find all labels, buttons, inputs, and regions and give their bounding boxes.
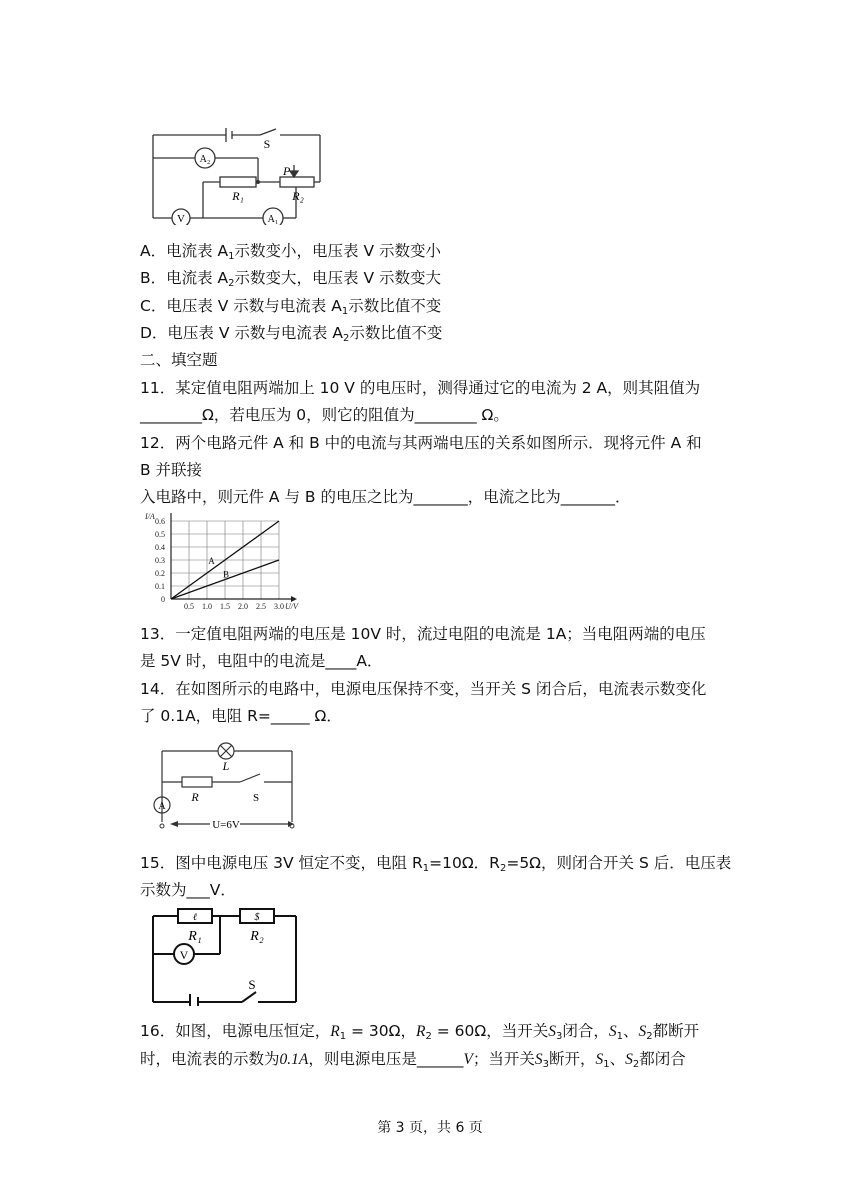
y-tick-label: 0.6 bbox=[155, 517, 165, 526]
q13-line2: 是 5V 时，电阻中的电流是____A． bbox=[140, 652, 383, 670]
resistor-label: R bbox=[191, 790, 199, 804]
q14-line1: 14．在如图所示的电路中，电源电压保持不变，当开关 S 闭合后，电流表示数变化 bbox=[140, 680, 707, 698]
y-tick-label: 0.4 bbox=[155, 543, 165, 552]
q12-line1: 12．两个电路元件 A 和 B 中的电流与其两端电压的关系如图所示．现将元件 A 和 bbox=[140, 434, 702, 452]
x-tick-label: 3.0 bbox=[274, 602, 284, 611]
y-tick-label: 0 bbox=[161, 595, 165, 604]
ammeter-label: A bbox=[158, 801, 166, 812]
q12-line3: 入电路中，则元件 A 与 B 的电压之比为_______，电流之比为_______． bbox=[140, 488, 631, 506]
voltmeter-label: V bbox=[177, 213, 185, 225]
switch-label: S bbox=[248, 977, 256, 992]
ammeter-a1-label: A₁ bbox=[267, 214, 279, 225]
r2-label: R₂ bbox=[250, 929, 264, 944]
slider-p-label: P bbox=[283, 164, 291, 178]
q14-circuit-diagram bbox=[148, 738, 298, 834]
q10-circuit-diagram bbox=[148, 125, 328, 225]
series-label-B: B bbox=[223, 569, 230, 580]
q15-line2: 示数为___V． bbox=[140, 881, 236, 899]
switch-label: S bbox=[263, 137, 271, 151]
x-tick-label: 0.5 bbox=[184, 602, 194, 611]
iu-chart bbox=[143, 513, 308, 613]
r1-label: R₁ bbox=[232, 189, 244, 203]
series-label-A: A bbox=[208, 555, 215, 566]
x-axis-label: U/V bbox=[285, 602, 298, 611]
q16-line2: 时，电流表的示数为0.1A，则电源电压是______V；当开关$S_3$断开，$S_1$、$S_2$都闭合 bbox=[140, 1050, 686, 1070]
section-title: 二、填空题 bbox=[140, 351, 218, 369]
q14-line2: 了 0.1A，电阻 R=_____ Ω． bbox=[140, 707, 342, 725]
svg-text:$: $ bbox=[254, 912, 260, 923]
svg-text:ℓ: ℓ bbox=[192, 912, 198, 923]
y-tick-label: 0.5 bbox=[155, 530, 165, 539]
q13-line1: 13．一定值电阻两端的电压是 10V 时，流过电阻的电流是 1A；当电阻两端的电压 bbox=[140, 625, 706, 643]
ammeter-a2-label: A₂ bbox=[199, 154, 211, 165]
r1-label: R₁ bbox=[188, 929, 202, 944]
r2-label: R₂ bbox=[292, 189, 304, 203]
lamp-label: L bbox=[222, 759, 230, 773]
x-tick-label: 1.0 bbox=[202, 602, 212, 611]
x-tick-label: 2.5 bbox=[256, 602, 266, 611]
q11-line2: ________Ω，若电压为 0，则它的阻值为________ Ω。 bbox=[140, 406, 509, 424]
q15-line1: 15．图中电源电压 3V 恒定不变，电阻 $R_1=10\Omega$．$R_2=5\Omega$，则闭合开关 S 后．电压表 bbox=[140, 854, 732, 874]
voltmeter-label: V bbox=[179, 948, 189, 962]
switch-label: S bbox=[252, 792, 260, 804]
q10-option-b: B．电流表 $A_2$示数变大，电压表 V 示数变大 bbox=[140, 269, 442, 289]
x-tick-label: 1.5 bbox=[220, 602, 230, 611]
q10-option-a: A．电流表 $A_1$示数变小，电压表 V 示数变小 bbox=[140, 242, 441, 262]
q16-line1: 16．如图，电源电压恒定，$R_1 = 30\Omega$，$R_2 = 60\Omega$，当开关$S_3$闭合，$S_1$、$S_2$都断开 bbox=[140, 1022, 700, 1042]
voltage-label: U=6V bbox=[212, 819, 240, 831]
y-tick-label: 0.2 bbox=[155, 569, 165, 578]
y-tick-label: 0.1 bbox=[155, 582, 165, 591]
q10-option-d: D．电压表 V 示数与电流表 $A_2$示数比值不变 bbox=[140, 324, 443, 344]
y-tick-label: 0.3 bbox=[155, 556, 165, 565]
q12-line2: B 并联接 bbox=[140, 461, 203, 479]
x-tick-label: 2.0 bbox=[238, 602, 248, 611]
y-axis-label: I/A bbox=[145, 513, 155, 521]
page-footer: 第 3 页，共 6 页 bbox=[377, 1120, 483, 1136]
q10-option-c: C．电压表 V 示数与电流表 $A_1$示数比值不变 bbox=[140, 297, 442, 317]
q15-circuit-diagram bbox=[148, 904, 303, 1006]
q11-line1: 11．某定值电阻两端加上 10 V 的电压时，测得通过它的电流为 2 A，则其阻值为 bbox=[140, 379, 701, 397]
